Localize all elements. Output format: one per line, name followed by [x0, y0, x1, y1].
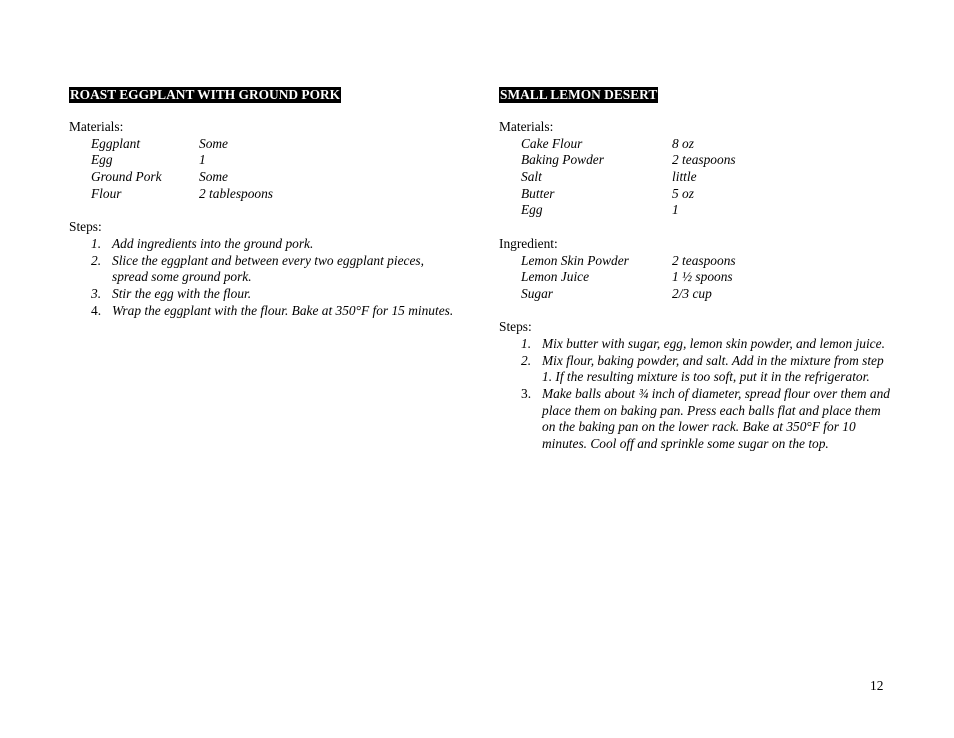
material-name: Ground Pork: [91, 169, 162, 185]
step-number: 1.: [521, 335, 532, 351]
step-text: Make balls about ¾ inch of diameter, spread flour over them and place them on baking pan. Press each balls flat and place them on the baking pan on the lower rack. Bake at 350°F for 10 minutes. Cool off and sprinkle some sugar on the top.: [542, 386, 890, 452]
material-name: Flour: [91, 185, 122, 201]
step-item: [69, 286, 459, 303]
materials-heading: Materials:: [499, 119, 554, 134]
step-item: [499, 353, 891, 386]
ingredient-quantity: 2/3 cup: [672, 285, 712, 301]
steps-list: [499, 336, 891, 453]
material-row: [499, 136, 899, 153]
step-text: Mix flour, baking powder, and salt. Add in the mixture from step 1. If the resulting mixture is too soft, put it in the refrigerator.: [542, 352, 884, 385]
step-text: Stir the egg with the flour.: [112, 285, 252, 301]
step-text: Mix butter with sugar, egg, lemon skin powder, and lemon juice.: [542, 335, 885, 351]
material-quantity: 2 tablespoons: [199, 185, 274, 201]
step-text: Slice the eggplant and between every two eggplant pieces, spread some ground pork.: [112, 252, 424, 285]
ingredients-list: [499, 253, 899, 303]
ingredient-heading: Ingredient:: [499, 235, 558, 251]
materials-heading: Materials:: [69, 119, 124, 134]
step-item: [69, 236, 459, 253]
material-quantity: 8 oz: [672, 135, 694, 151]
material-quantity: 5 oz: [672, 185, 694, 201]
step-item: [499, 386, 891, 453]
step-text: Wrap the eggplant with the flour. Bake at 350°F for 15 minutes.: [112, 302, 454, 318]
recipe-title: SMALL LEMON DESERT: [500, 87, 658, 102]
steps-heading: Steps:: [69, 219, 102, 235]
step-text: Add ingredients into the ground pork.: [112, 235, 314, 251]
step-number: 1.: [91, 235, 102, 251]
materials-list: [69, 136, 469, 203]
material-name: Eggplant: [91, 135, 141, 151]
material-name: Egg: [91, 152, 113, 168]
ingredient-quantity: 2 teaspoons: [672, 252, 736, 268]
recipe-title: ROAST EGGPLANT WITH GROUND PORK: [70, 87, 341, 102]
material-row: [499, 169, 899, 186]
material-row: [69, 136, 469, 153]
material-row: [499, 152, 899, 169]
ingredient-row: [499, 253, 899, 270]
step-number: 3.: [91, 285, 102, 301]
materials-list: [499, 136, 899, 219]
step-number: 2.: [91, 252, 102, 268]
material-row: [499, 202, 899, 219]
step-item: [499, 336, 891, 353]
ingredient-row: [499, 269, 899, 286]
material-name: Baking Powder: [521, 152, 604, 168]
ingredient-row: [499, 286, 899, 303]
step-item: [69, 303, 459, 320]
step-number: 4.: [91, 302, 102, 318]
page-number: 12: [870, 678, 884, 693]
ingredient-name: Sugar: [521, 285, 553, 301]
material-row: [69, 186, 469, 203]
material-quantity: little: [672, 169, 697, 185]
material-quantity: Some: [199, 135, 229, 151]
step-number: 3.: [521, 386, 532, 402]
material-name: Salt: [521, 169, 542, 185]
material-quantity: 1: [672, 202, 679, 218]
recipe-roast-eggplant: [69, 87, 469, 319]
ingredient-quantity: 1 ½ spoons: [672, 269, 733, 285]
material-row: [69, 152, 469, 169]
material-name: Butter: [521, 185, 555, 201]
material-row: [499, 186, 899, 203]
steps-heading: Steps:: [499, 319, 532, 335]
ingredient-name: Lemon Juice: [521, 269, 590, 285]
material-quantity: Some: [199, 169, 229, 185]
step-item: [69, 253, 459, 286]
material-name: Cake Flour: [521, 135, 583, 151]
recipe-small-lemon-desert: [499, 87, 899, 453]
material-quantity: 1: [199, 152, 206, 168]
material-row: [69, 169, 469, 186]
step-number: 2.: [521, 352, 532, 368]
steps-list: [69, 236, 459, 320]
material-quantity: 2 teaspoons: [672, 152, 736, 168]
ingredient-name: Lemon Skin Powder: [521, 252, 629, 268]
material-name: Egg: [521, 202, 543, 218]
